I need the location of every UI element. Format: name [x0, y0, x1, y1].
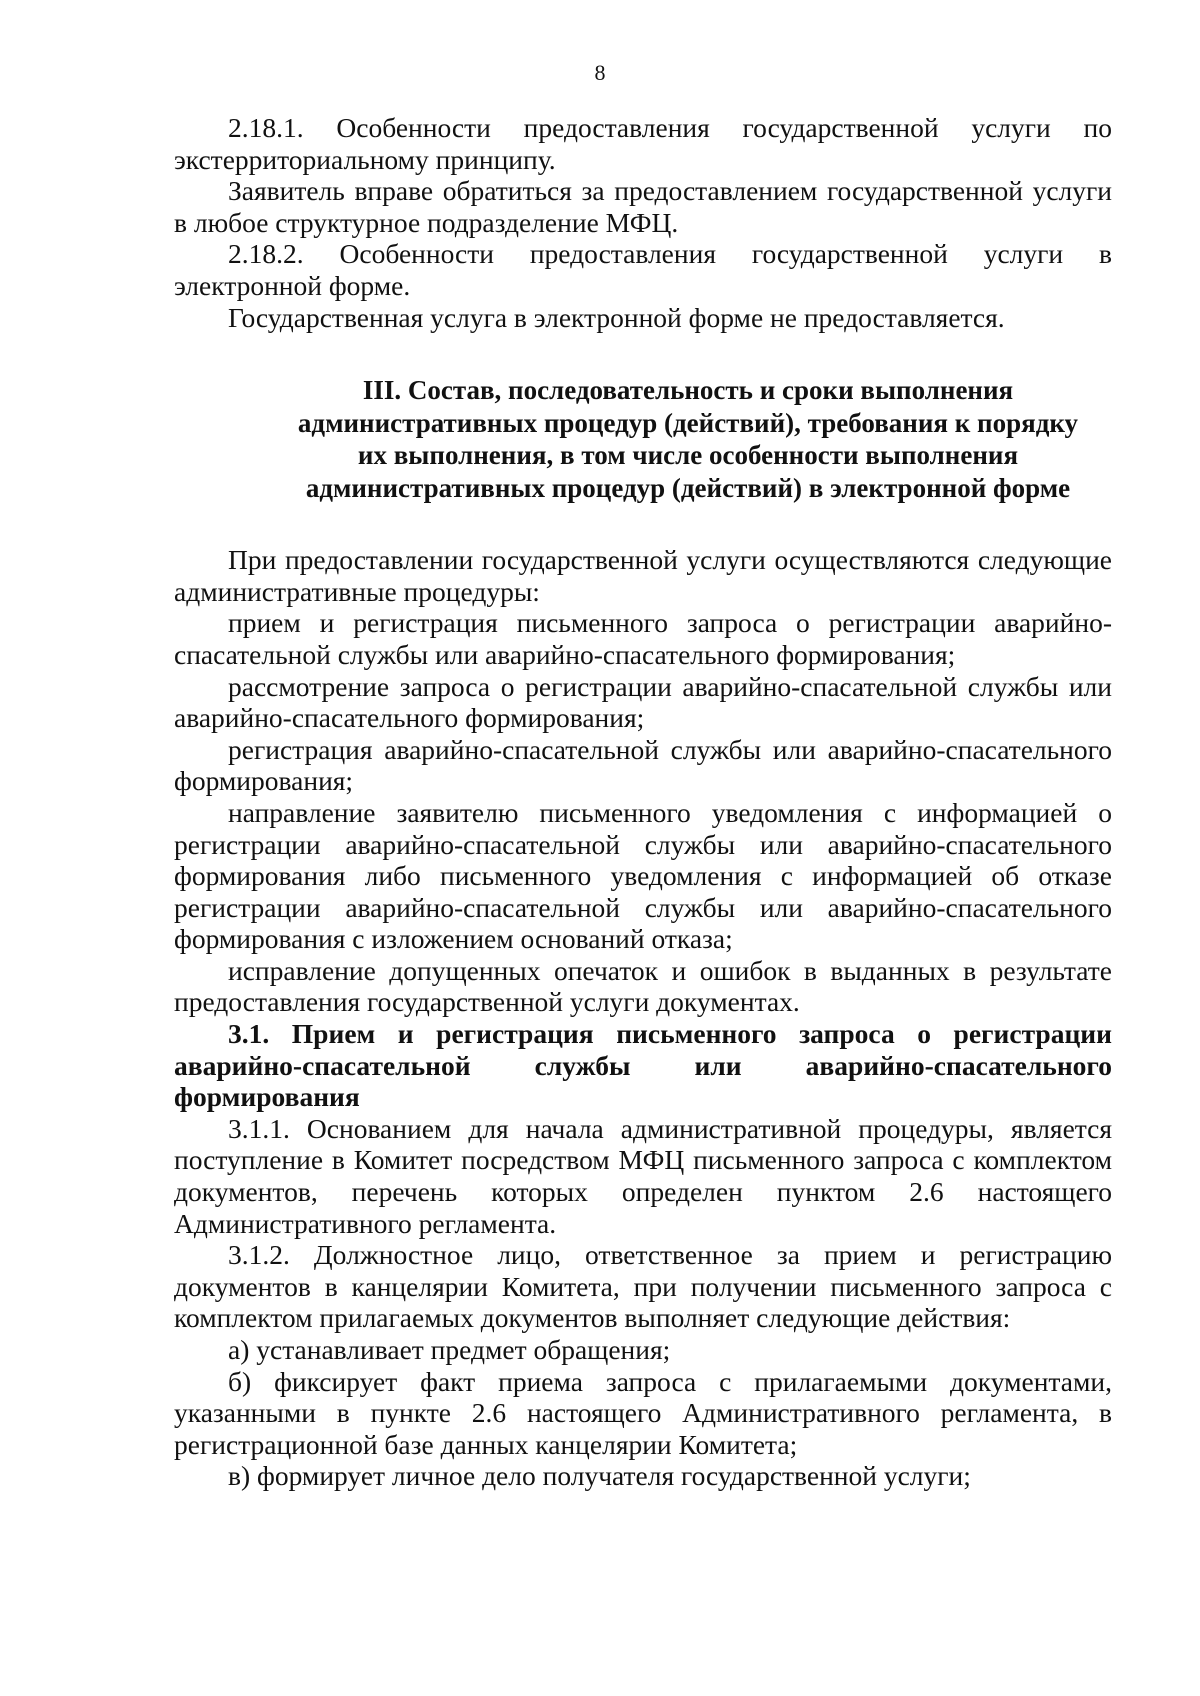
section-heading-line: их выполнения, в том числе особенности выполнения [357, 440, 1019, 471]
paragraph-procedure-notification: направление заявителю письменного уведомления с информацией о регистрации аварийно-спасательной службы или аварийно-спасательного формирования либо письменного уведомления с информацией об отказе регистрации аварийно-спасательной службы или аварийно-спасательного формирования с изложением оснований отказа; [174, 796, 1112, 955]
paragraph-procedure-reception: прием и регистрация письменного запроса о регистрации аварийно-спасательной службы или аварийно-спасательного формирования; [174, 607, 1112, 670]
paragraph-2-18-2: 2.18.2. Особенности предоставления государственной услуги в электронной форме. [174, 238, 1112, 301]
paragraph-2-18-1: 2.18.1. Особенности предоставления государственной услуги по экстерриториальному принципу. [174, 112, 1112, 175]
paragraph-3-1-2: 3.1.2. Должностное лицо, ответственное за прием и регистрацию документов в канцелярии Комитета, при получении письменного запроса с комплектом прилагаемых документов выполняет следующие действия: [174, 1239, 1112, 1334]
section-iii-heading [174, 374, 1112, 504]
paragraph-procedures-intro: При предоставлении государственной услуги осуществляются следующие административные процедуры: [174, 544, 1112, 607]
page-number: 8 [594, 60, 606, 85]
paragraph-item-v: в) формирует личное дело получателя государственной услуги; [228, 1460, 971, 1492]
paragraph-applicant-right: Заявитель вправе обратиться за предоставлением государственной услуги в любое структурное подразделение МФЦ. [174, 175, 1112, 238]
paragraph-3-1-1: 3.1.1. Основанием для начала административной процедуры, является поступление в Комитет посредством МФЦ письменного запроса с комплектом документов, перечень которых определен пунктом 2.6 настоящего Административного регламента. [174, 1112, 1112, 1239]
paragraph-item-a: а) устанавливает предмет обращения; [228, 1334, 671, 1365]
paragraph-item-b: б) фиксирует факт приема запроса с прилагаемыми документами, указанными в пункте 2.6 настоящего Административного регламента, в регистрационной базе данных канцелярии Комитета; [174, 1365, 1112, 1460]
section-heading-line: административных процедур (действий), требования к порядку [297, 407, 1079, 438]
paragraph-procedure-review: рассмотрение запроса о регистрации аварийно-спасательной службы или аварийно-спасательного формирования; [174, 670, 1112, 734]
section-heading-line: административных процедур (действий) в электронной форме [305, 472, 1071, 503]
section-heading-line: III. Состав, последовательность и сроки выполнения [362, 375, 1014, 406]
document-body [174, 112, 1112, 1492]
paragraph-procedure-corrections: исправление допущенных опечаток и ошибок в выданных в результате предоставления государственной услуги документах. [174, 954, 1112, 1018]
paragraph-procedure-registration: регистрация аварийно-спасательной службы или аварийно-спасательного формирования; [174, 733, 1112, 797]
paragraph-electronic-not-provided: Государственная услуга в электронной форме не предоставляется. [228, 301, 1005, 333]
subsection-3-1-heading: 3.1. Прием и регистрация письменного запроса о регистрации аварийно-спасательной службы или аварийно-спасательного формирования [174, 1018, 1112, 1113]
